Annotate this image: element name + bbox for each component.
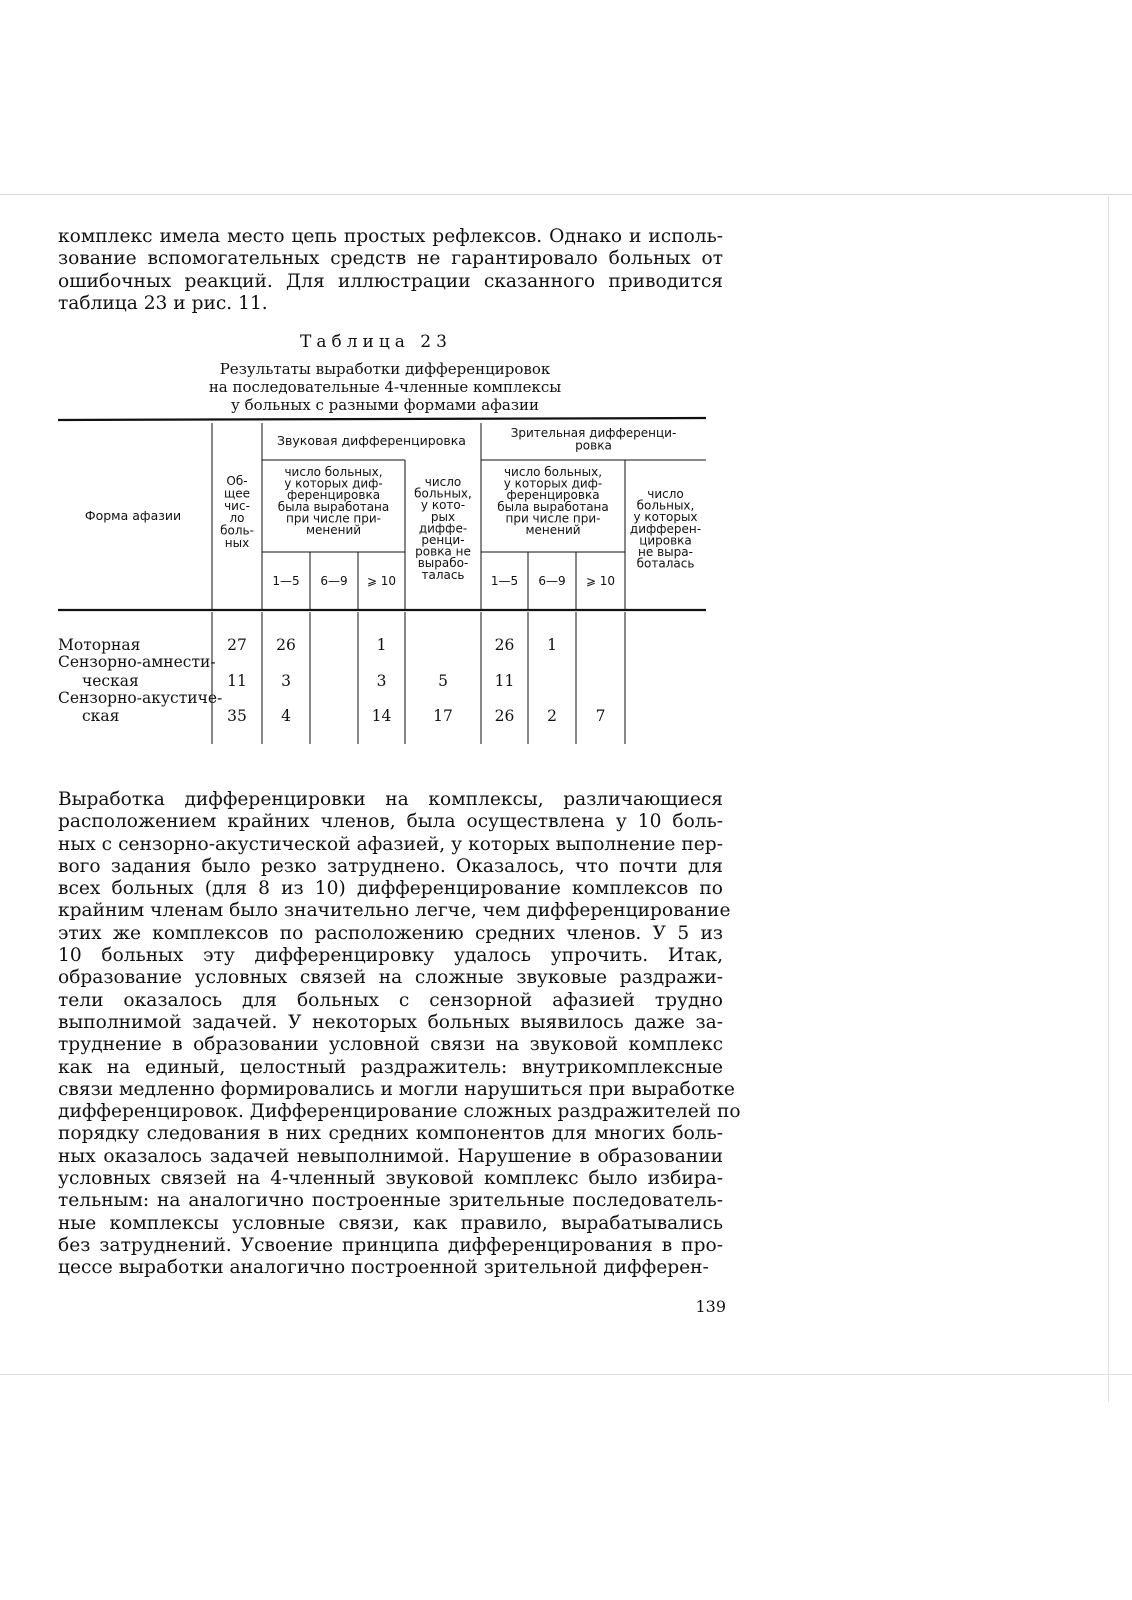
body-line: вого задания было резко затруднено. Оказалось, что почти для <box>58 855 723 877</box>
header-range-label: 1—5 <box>490 574 519 588</box>
table-title-line: Результаты выработки дифференцировок <box>219 360 551 378</box>
table-cell: 1 <box>376 636 387 654</box>
header-sound-not-developed: вырабо- <box>417 556 469 571</box>
table-title-line: на последовательные 4-членные комплексы <box>208 378 562 396</box>
header-form-label: Форма афазии <box>84 508 182 523</box>
header-visual-developed: была выработана <box>497 499 609 514</box>
header-visual-not-developed: не выра- <box>638 545 693 559</box>
body-line: расположением крайних членов, была осуществлена у 10 боль- <box>58 811 723 833</box>
body-line: связи медленно формировались и могли нарушиться при выработке <box>58 1078 735 1100</box>
header-visual-developed: у которых диф- <box>503 476 603 491</box>
header-sound-not-developed: больных, <box>414 486 472 501</box>
header-sound-not-developed: диффе- <box>418 521 468 536</box>
table-cell: 5 <box>438 672 448 690</box>
page-number: 139 <box>695 1297 726 1316</box>
table-cell: 11 <box>227 672 247 690</box>
body-line: ные комплексы условные связи, как правило, вырабатывались <box>58 1212 723 1234</box>
table-cell: 26 <box>276 636 296 654</box>
body-line: всех больных (для 8 из 10) дифференцирование комплексов по <box>58 878 723 900</box>
header-range-label: 1—5 <box>272 574 300 588</box>
body-line: этих же комплексов по расположению средних членов. У 5 из <box>58 922 723 944</box>
header-visual-not-developed: дифферен- <box>629 521 702 536</box>
body-line: тельным: на аналогично построенные зрительные последователь- <box>58 1190 723 1212</box>
header-sound-not-developed: талась <box>421 567 465 582</box>
header-total-label: ных <box>224 536 250 550</box>
header-sound-developed: число больных, <box>284 465 383 479</box>
header-sound-not-developed: число <box>424 475 462 489</box>
header-range-label: ⩾ 10 <box>366 574 397 588</box>
header-total-label: Об- <box>226 474 248 488</box>
header-visual-not-developed: у которых <box>633 510 698 525</box>
header-sound-not-developed: рых <box>430 509 456 524</box>
header-sound-developed: у которых диф- <box>284 476 383 491</box>
body-line: как на единый, целостный раздражитель: внутрикомплексные <box>58 1056 723 1078</box>
header-sound-group: Звуковая дифференцировка <box>277 433 466 448</box>
table-cell: 26 <box>494 707 515 725</box>
header-visual-group: ровка <box>575 438 612 453</box>
header-range-label: 6—9 <box>538 574 566 588</box>
body-line: Выработка дифференцировки на комплексы, различающиеся <box>58 789 723 810</box>
table-cell: 35 <box>227 707 247 725</box>
table-label: Таблица 23 <box>300 332 452 352</box>
body-line: дифференцировок. Дифференцирование сложных раздражителей по <box>58 1101 741 1123</box>
header-visual-not-developed: больных, <box>636 498 695 513</box>
header-total-label: щее <box>223 486 251 501</box>
header-visual-developed: менений <box>525 523 581 537</box>
header-sound-not-developed: у кото- <box>420 498 466 513</box>
header-sound-not-developed: ровка не <box>415 544 471 559</box>
row-form-label: Моторная <box>58 636 141 654</box>
row-form-label: ская <box>82 707 120 725</box>
header-total-label: боль- <box>220 523 254 538</box>
intro-line: комплекс имела место цепь простых рефлексов. Однако и исполь- <box>58 226 723 247</box>
results-table <box>0 0 1132 760</box>
header-sound-developed: при числе при- <box>285 511 382 526</box>
body-line: ных оказалось задачей невыполнимой. Нарушение в образовании <box>58 1145 723 1167</box>
header-sound-not-developed: ренци- <box>421 533 465 547</box>
table-cell: 3 <box>376 672 387 690</box>
table-cell: 1 <box>547 636 557 654</box>
header-visual-group: Зрительная дифференци- <box>510 426 677 440</box>
row-form-label: ческая <box>82 672 139 690</box>
body-line: крайним членам было значительно легче, чем дифференцирование <box>58 900 731 922</box>
header-visual-not-developed: боталась <box>636 556 695 571</box>
intro-line: зование вспомогательных средств не гарантировало больных от <box>58 248 723 270</box>
header-visual-not-developed: цировка <box>639 533 692 548</box>
table-cell: 11 <box>494 672 515 690</box>
table-cell: 7 <box>595 707 606 725</box>
table-cell: 14 <box>371 707 392 725</box>
body-line: образование условных связей на сложные звуковые раздражи- <box>58 967 723 989</box>
header-sound-developed: была выработана <box>277 499 390 514</box>
header-range-label: 6—9 <box>320 574 348 588</box>
scan-bottom-border <box>0 1374 1132 1375</box>
table-cell: 26 <box>494 636 515 654</box>
body-line: порядку следования в них средних компонентов для многих боль- <box>58 1123 723 1145</box>
table-cell: 3 <box>281 672 291 690</box>
table-title-line: у больных с разными формами афазии <box>231 396 539 414</box>
table-top-rule <box>58 418 706 420</box>
body-line: цессе выработки аналогично построенной зрительной дифферен- <box>58 1257 709 1279</box>
body-paragraph <box>58 789 741 1280</box>
table-cell: 2 <box>547 707 557 725</box>
body-line: условных связей на 4-членный звуковой комплекс было избира- <box>58 1168 723 1190</box>
body-line: тели оказалось для больных с сензорной афазией трудно <box>58 989 723 1011</box>
row-form-label: Сензорно-акустиче- <box>58 689 223 707</box>
header-total-label: чис- <box>224 498 250 513</box>
intro-line: таблица 23 и рис. 11. <box>58 292 268 314</box>
body-line: ных с сензорно-акустической афазией, у которых выполнение пер- <box>58 833 723 855</box>
header-total-label: ло <box>229 511 245 526</box>
header-sound-developed: ференцировка <box>286 488 381 503</box>
row-form-label: Сензорно-амнести- <box>58 653 216 671</box>
body-line: 10 больных эту дифференцировку удалось упрочить. Итак, <box>58 945 723 967</box>
header-range-label: ⩾ 10 <box>585 574 616 588</box>
body-line: труднение в образовании условной связи на звуковой комплекс <box>58 1034 723 1056</box>
table-cell: 4 <box>281 707 291 725</box>
body-line: без затруднений. Усвоение принципа дифференцирования в про- <box>58 1234 723 1256</box>
header-visual-developed: число больных, <box>503 465 603 479</box>
intro-line: ошибочных реакций. Для иллюстрации сказанного приводится <box>58 270 723 292</box>
table-cell: 27 <box>227 636 247 654</box>
header-visual-developed: ференцировка <box>506 488 600 503</box>
table-cell: 17 <box>433 707 453 725</box>
header-visual-developed: при числе при- <box>505 511 601 526</box>
header-sound-developed: менений <box>305 523 362 537</box>
header-visual-not-developed: число <box>647 487 684 501</box>
body-line: выполнимой задачей. У некоторых больных выявилось даже за- <box>58 1011 723 1033</box>
